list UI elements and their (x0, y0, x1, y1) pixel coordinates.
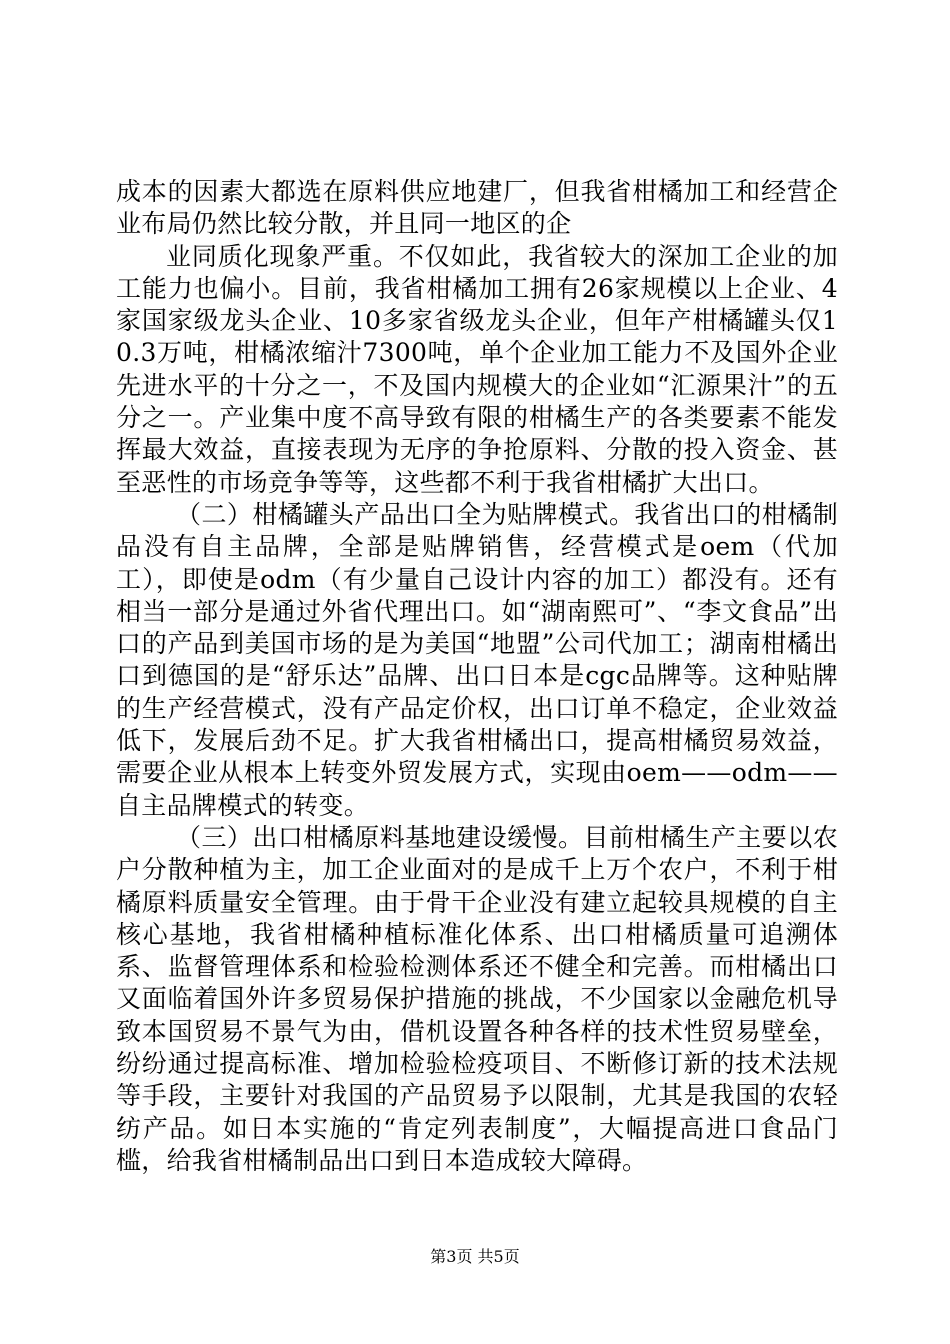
paragraph-continuation: 成本的因素大都选在原料供应地建厂，但我省柑橘加工和经营企业布局仍然比较分散，并且同一地区的企 (116, 177, 838, 239)
paragraph-raw-material-base: （三）出口柑橘原料基地建设缓慢。目前柑橘生产主要以农户分散种植为主，加工企业面对的是成千上万个农户，不利于柑橘原料质量安全管理。由于骨干企业没有建立起较具规模的自主核心基地，我省柑橘种植标准化体系、出口柑橘质量可追溯体系、监督管理体系和检验检测体系还不健全和完善。而柑橘出口又面临着国外许多贸易保护措施的挑战，不少国家以金融危机导致本国贸易不景气为由，借机设置各种各样的技术性贸易壁垒，纷纷通过提高标准、增加检验检疫项目、不断修订新的技术法规等手段，主要针对我国的产品贸易予以限制，尤其是我国的农轻纺产品。如日本实施的“肯定列表制度”，大幅提高进口食品门槛，给我省柑橘制品出口到日本造成较大障碍。 (116, 822, 838, 1175)
document-body (116, 176, 838, 1177)
paragraph-oem-mode: （二）柑橘罐头产品出口全为贴牌模式。我省出口的柑橘制品没有自主品牌，全部是贴牌销售，经营模式是oem（代加工），即使是odm（有少量自己设计内容的加工）都没有。还有相当一部分是通过外省代理出口。如“湖南熙可”、“李文食品”出口的产品到美国市场的是为美国“地盟”公司代加工；湖南柑橘出口到德国的是“舒乐达”品牌、出口日本是cgc品牌等。这种贴牌的生产经营模式，没有产品定价权，出口订单不稳定，企业效益低下，发展后劲不足。扩大我省柑橘出口，提高柑橘贸易效益，需要企业从根本上转变外贸发展方式，实现由oem——odm——自主品牌模式的转变。 (116, 499, 839, 820)
page-number: 第3页 共5页 (430, 1247, 520, 1266)
page-footer (0, 1247, 950, 1267)
paragraph-industry-concentration: 业同质化现象严重。不仅如此，我省较大的深加工企业的加工能力也偏小。目前，我省柑橘加工拥有26家规模以上企业、4家国家级龙头企业、10多家省级龙头企业，但年产柑橘罐头仅10.3万吨，柑橘浓缩汁7300吨，单个企业加工能力不及国外企业先进水平的十分之一，不及国内规模大的企业如“汇源果汁”的五分之一。产业集中度不高导致有限的柑橘生产的各类要素不能发挥最大效益，直接表现为无序的争抢原料、分散的投入资金、甚至恶性的市场竞争等等，这些都不利于我省柑橘扩大出口。 (116, 241, 838, 497)
